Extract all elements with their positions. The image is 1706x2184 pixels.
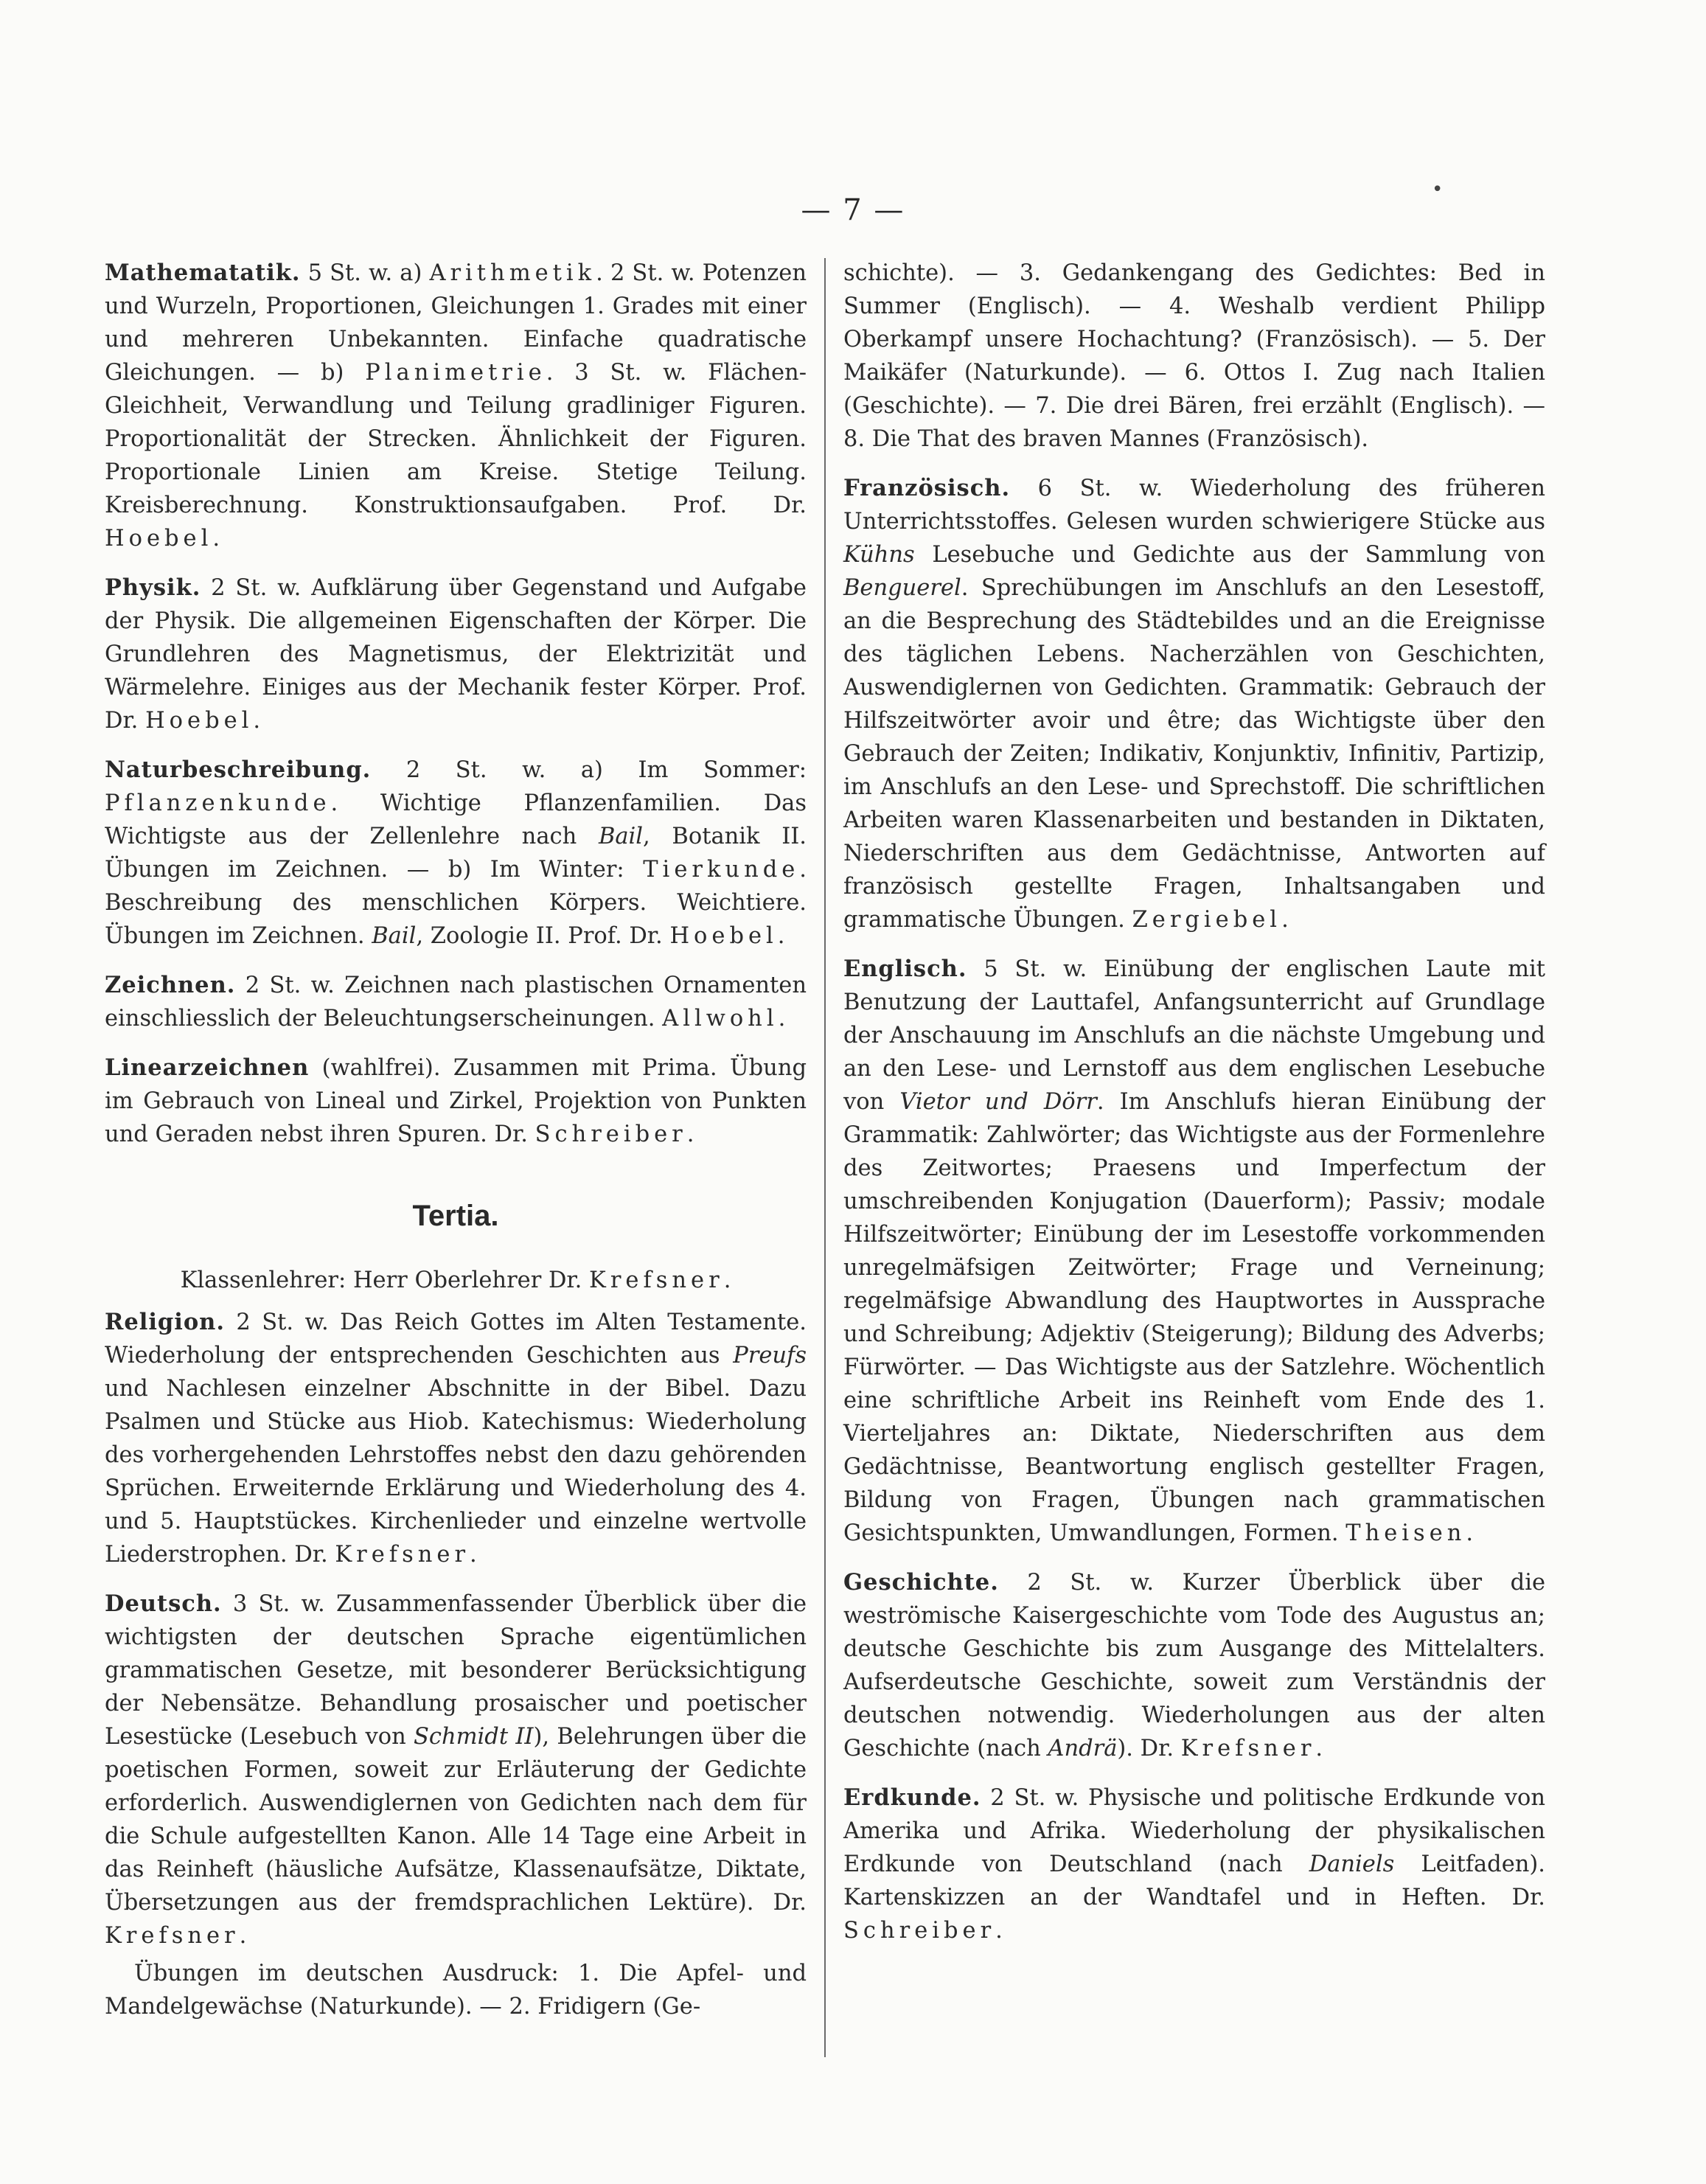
teacher-name: Theisen xyxy=(1345,1520,1466,1546)
text: . 3 St. w. Flächen-Gleichheit, Verwandlung und Teilung gradliniger Figuren. Proportionalität der Strecken. Ähnlichkeit der Figuren. Proportionale Linien am Kreise. Stetige Teilung. Kreisberechnung. Konstruktionsaufgaben. Prof. Dr. xyxy=(105,360,807,518)
text: . xyxy=(253,708,261,734)
text: 5 St. w. Einübung der englischen Laute mit Benutzung der Lauttafel, Anfangsunterricht auf Grundlage der Anschauung im Anschlufs an die nächste Umgebung und an den Lese- und Lernstoff aus dem englischen Lesebuche von xyxy=(843,956,1545,1115)
teacher-name: Hoebel xyxy=(145,708,254,734)
author-name: Bail xyxy=(372,923,417,949)
section-naturbeschreibung xyxy=(105,754,807,953)
author-name: Daniels xyxy=(1309,1851,1395,1877)
teacher-name: Krefsner xyxy=(335,1542,470,1568)
text: 5 St. w. a) xyxy=(300,260,430,286)
text: . xyxy=(723,1267,731,1293)
section-mathematik xyxy=(105,257,807,555)
text: Klassenlehrer: Herr Oberlehrer Dr. xyxy=(180,1267,590,1293)
column-divider xyxy=(824,258,826,2057)
text: . xyxy=(686,1121,694,1147)
text: 2 St. w. Kurzer Überblick über die weströmische Kaisergeschichte vom Tode des Augustus an; deutsche Geschichte bis zum Ausgange des Mittelalters. Aufserdeutsche Geschichte, soweit zum Verständnis der deutschen notwendig. Wiederholungen aus der alten Geschichte (nach xyxy=(843,1570,1545,1762)
text: . xyxy=(1281,907,1289,933)
text: 2 St. w. Aufklärung über Gegenstand und Aufgabe der Physik. Die allgemeinen Eigenschaften der Körper. Die Grundlehren des Magnetismus, der Elektrizität und Wärmelehre. Einiges aus der Mechanik fester Körper. Prof. Dr. xyxy=(105,575,807,734)
text: (wahlfrei). Zusammen mit Prima. Übung im Gebrauch von Lineal und Zirkel, Projektion von Punkten und Geraden nebst ihren Spuren. Dr. xyxy=(105,1055,807,1147)
heading-naturbeschreibung: Naturbeschreibung. xyxy=(105,757,372,783)
text: 2 St. w. Physische und politische Erdkunde von Amerika und Afrika. Wiederholung der physikalischen Erdkunde von Deutschland (nach xyxy=(843,1785,1545,1877)
text: 6 St. w. Wiederholung des früheren Unterrichtsstoffes. Gelesen wurden schwierigere Stücke aus xyxy=(843,476,1545,535)
section-englisch xyxy=(843,953,1545,1550)
text: . xyxy=(1315,1736,1323,1762)
section-physik xyxy=(105,571,807,737)
heading-zeichnen: Zeichnen. xyxy=(105,972,236,998)
author-name: Preufs xyxy=(733,1343,807,1369)
teacher-name: Allwohl xyxy=(662,1006,779,1032)
author-name: Kühns xyxy=(843,542,915,568)
text: . Beschreibung des menschlichen Körpers. Weichtiere. Übungen im Zeichnen. xyxy=(105,857,807,949)
spaced-term: Arithmetik xyxy=(429,260,596,286)
teacher-name: Krefsner xyxy=(589,1267,724,1293)
heading-religion: Religion. xyxy=(105,1309,225,1335)
text: . xyxy=(777,923,785,949)
deutsch-exercises-continued: schichte). — 3. Gedankengang des Gedichtes: Bed in Summer (Englisch). — 4. Weshalb verdient Philipp Oberkampf unsere Hochachtung? (Französisch). — 5. Der Maikäfer (Naturkunde). — 6. Ottos I. Zug nach Italien (Geschichte). — 7. Die drei Bären, frei erzählt (Englisch). — 8. Die That des braven Mannes (Französisch). xyxy=(843,260,1545,452)
text: . xyxy=(995,1918,1003,1944)
text: und Nachlesen einzelner Abschnitte in der Bibel. Dazu Psalmen und Stücke aus Hiob. Katechismus: Wiederholung des vorhergehenden Lehrstoffes nebst den dazu gehörenden Sprüchen. Erweiternde Erklärung und Wiederholung des 4. und 5. Hauptstückes. Kirchenlieder und einzelne wertvolle Liederstrophen. Dr. xyxy=(105,1376,807,1568)
section-linearzeichnen xyxy=(105,1051,807,1151)
heading-physik: Physik. xyxy=(105,574,201,601)
text: 3 St. w. Zusammenfassender Überblick über die wichtigsten der deutschen Sprache eigentümlichen grammatischen Gesetze, mit besonderer Berücksichtigung der Nebensätze. Behandlung prosaischer und poetischer Lesestücke (Lesebuch von xyxy=(105,1591,807,1750)
text: ). Dr. xyxy=(1117,1736,1181,1762)
heading-mathematik: Mathematatik. xyxy=(105,260,301,286)
class-teacher-line xyxy=(105,1264,807,1297)
author-name: Bail xyxy=(598,824,644,849)
teacher-name: Hoebel xyxy=(105,526,213,552)
text: , Zoologie II. Prof. Dr. xyxy=(416,923,670,949)
text: . xyxy=(470,1542,477,1568)
text: . Sprechübungen im Anschlufs an den Lesestoff, an die Besprechung des Städtebildes und an die Ereignisse des täglichen Lebens. Nacherzählen von Geschichten, Auswendiglernen von Gedichten. Grammatik: Gebrauch der Hilfszeitwörter avoir und être; das Wichtigste über den Gebrauch der Zeiten; Indikativ, Konjunktiv, Infinitiv, Partizip, im Anschlufs an den Lese- und Sprechstoff. Die schriftlichen Arbeiten waren Klassenarbeiten und bestanden in Diktaten, Niederschriften aus dem Gedächtnisse, Antworten auf französisch gestellte Fragen, Inhaltsangaben und grammatische Übungen. xyxy=(843,575,1545,933)
text: . xyxy=(212,526,220,552)
speck-mark: • xyxy=(1432,178,1444,201)
author-name: Vietor und Dörr xyxy=(899,1089,1097,1115)
teacher-name: Krefsner xyxy=(105,1923,240,1949)
spaced-term: Tierkunde xyxy=(643,857,800,883)
text: Leitfaden). Kartenskizzen an der Wandtafel und in Heften. Dr. xyxy=(843,1851,1545,1910)
teacher-name: Schreiber xyxy=(535,1121,687,1147)
text: 2 St. w. Zeichnen nach plastischen Ornamenten einschliesslich der Beleuchtungserscheinungen. xyxy=(105,973,807,1032)
spaced-term: Pflanzenkunde xyxy=(105,790,331,816)
section-geschichte xyxy=(843,1566,1545,1765)
teacher-name: Hoebel xyxy=(669,923,778,949)
text: 2 St. w. Das Reich Gottes im Alten Testamente. Wiederholung der entsprechenden Geschichten aus xyxy=(105,1310,807,1369)
deutsch-exercises: Übungen im deutschen Ausdruck: 1. Die Apfel- und Mandelgewächse (Naturkunde). — 2. Fridigern (Ge- xyxy=(105,1961,807,2020)
heading-deutsch: Deutsch. xyxy=(105,1590,222,1617)
text: . xyxy=(778,1006,786,1032)
text: . Im Anschlufs hieran Einübung der Grammatik: Zahlwörter; das Wichtigste aus der Formenlehre des Zeitwortes; Praesens und Imperfectum der umschreibenden Konjugation (Dauerform); Passiv; modale Hilfszeitwörter; Einübung der im Lesestoffe vorkommenden unregelmäfsigen Zeitwörter; Frage und Verneinung; regelmäfsige Abwandlung des Hauptwortes in Aussprache und Schreibung; Adjektiv (Steigerung); Bildung des Adverbs; Fürwörter. — Das Wichtigste aus der Satzlehre. Wöchentlich eine schriftliche Arbeit ins Reinheft vom Ende des 1. Vierteljahres an: Diktate, Niederschriften aus dem Gedächtnisse, Beantwortung englisch gestellter Fragen, Bildung von Fragen, Übungen nach grammatischen Gesichtspunkten, Umwandlungen, Formen. xyxy=(843,1089,1546,1546)
author-name: Benguerel xyxy=(843,575,961,601)
heading-linearzeichnen: Linearzeichnen xyxy=(105,1054,310,1081)
text: Lesebuche und Gedichte aus der Sammlung von xyxy=(914,542,1545,568)
author-name: Schmidt II xyxy=(414,1724,534,1750)
teacher-name: Schreiber xyxy=(843,1918,996,1944)
page-number: — 7 — xyxy=(801,193,905,227)
text: . Wichtige Pflanzenfamilien. Das Wichtigste aus der Zellenlehre nach xyxy=(105,790,807,849)
text: 2 St. w. a) Im Sommer: xyxy=(371,757,807,783)
spaced-term: Planimetrie xyxy=(365,360,546,386)
section-zeichnen xyxy=(105,969,807,1035)
heading-franzoesisch: Französisch. xyxy=(843,475,1011,501)
section-franzoesisch xyxy=(843,472,1545,936)
text: . xyxy=(1466,1520,1474,1546)
section-religion xyxy=(105,1306,807,1571)
teacher-name: Krefsner xyxy=(1180,1736,1316,1762)
section-deutsch xyxy=(105,1587,807,1952)
right-column xyxy=(843,257,1545,1964)
author-name: Andrä xyxy=(1048,1736,1118,1762)
left-column xyxy=(105,257,807,2039)
text: , Botanik II. Übungen im Zeichnen. — b) Im Winter: xyxy=(105,824,807,883)
teacher-name: Zergiebel xyxy=(1132,907,1282,933)
section-title-tertia: Tertia. xyxy=(412,1200,499,1232)
section-erdkunde xyxy=(843,1781,1545,1947)
heading-erdkunde: Erdkunde. xyxy=(843,1784,981,1811)
text: . 2 St. w. Potenzen und Wurzeln, Proportionen, Gleichungen 1. Grades mit einer und mehreren Unbekannten. Einfache quadratische Gleichungen. — b) xyxy=(105,260,807,386)
heading-englisch: Englisch. xyxy=(843,956,967,982)
text: . xyxy=(239,1923,247,1949)
heading-geschichte: Geschichte. xyxy=(843,1569,999,1596)
text: ), Belehrungen über die poetischen Formen, soweit zur Erläuterung der Gedichte erforderlich. Auswendiglernen von Gedichten nach dem für die Schule aufgestellten Kanon. Alle 14 Tage eine Arbeit in das Reinheft (häusliche Aufsätze, Klassenaufsätze, Diktate, Übersetzungen aus der fremdsprachlichen Lektüre). Dr. xyxy=(105,1724,807,1916)
